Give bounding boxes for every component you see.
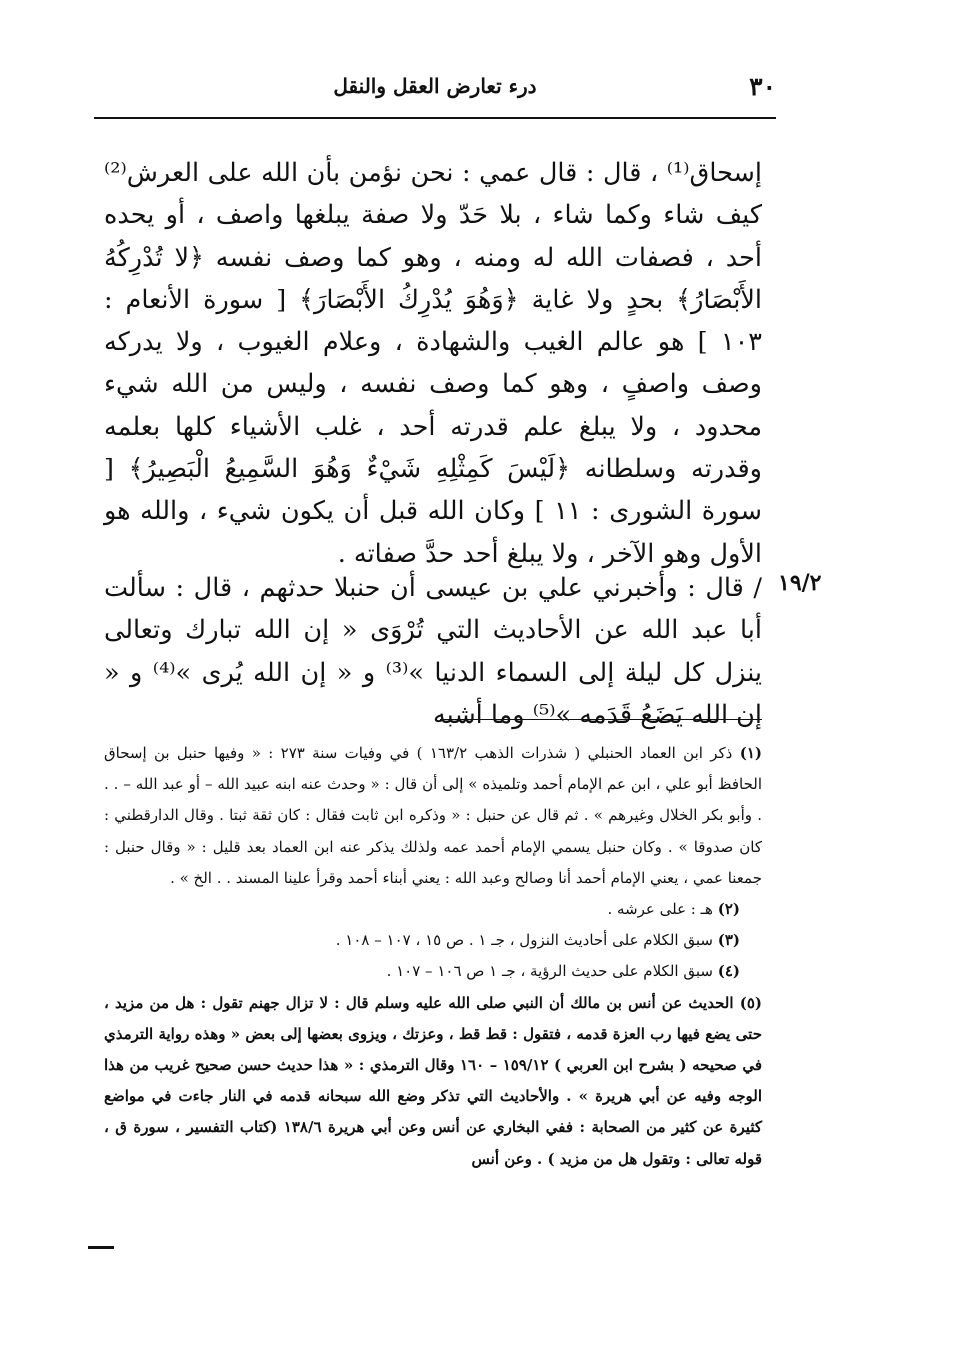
footnote-separator xyxy=(440,719,762,720)
main-text-paragraph-1 xyxy=(104,152,762,575)
footnote-number: (٥) xyxy=(739,993,762,1012)
footnote-text: الحديث عن أنس بن مالك أن النبي صلى الله عليه وسلم قال : لا تزال جهنم تقول : هل من مزيد ، حتى يضع فيها رب العزة قدمه ، فتقول : قط قط ، وعزتك ، ويزوى بعضها إلى بعض « وهذه رواية الترمذي في صحيحه ( بشرح ابن العربي ) ١٥٩/١٢ – ١٦٠ وقال الترمذي : « هذا حديث حسن صحيح غريب من هذا الوجه وفيه عن أبي هريرة » . والأحاديث التي تذكر وضع الله سبحانه قدمه في النار جاءت في مواضع كثيرة عن كثير من الصحابة : ففي البخاري عن أنس وعن أبي هريرة ١٣٨/٦ (كتاب التفسير ، سورة ق ، قوله تعالى : وتقول هل من مزيد ) . وعن أنس xyxy=(104,993,762,1168)
footnote xyxy=(104,894,762,925)
header-rule xyxy=(94,117,776,119)
footnote-number: (٤) xyxy=(717,962,740,981)
volume-page-reference: ١٩/٢ xyxy=(778,570,822,596)
footnote xyxy=(104,956,762,987)
footnote-text: سبق الكلام على حديث الرؤية ، جـ ١ ص ١٠٦ – ١٠٧ . xyxy=(386,962,713,981)
footnote xyxy=(104,925,762,956)
footnote-continuation-mark xyxy=(88,1246,114,1249)
main-text-paragraph-2 xyxy=(104,567,762,736)
footnote xyxy=(104,738,762,894)
footnote-text: سبق الكلام على أحاديث النزول ، جـ ١ . ص ١٥ ، ١٠٧ – ١٠٨ . xyxy=(335,931,713,950)
footnote-text: ذكر ابن العماد الحنبلي ( شذرات الذهب ١٦٣/٢ ) في وفيات سنة ٢٧٣ : « وفيها حنبل بن إسحاق الحافظ أبو علي ، ابن عم الإمام أحمد وتلميذه » إلى أن قال : « وحدث عنه ابنه عبيد الله – أو عبد الله – . . . وأبو بكر الخلال وغيرهم » . ثم قال عن حنبل : « وذكره ابن ثابت فقال : كان ثقة ثبتا . وقال الدارقطني : كان صدوقا » . وكان حنبل يسمي الإمام أحمد عمه ولذلك يذكر عنه ابن العماد بعد قليل : « وقال حنبل : جمعنا عمي ، يعني الإمام أحمد أنا وصالح وعبد الله : يعني أبناء أحمد وقرأ علينا المسند . . الخ » . xyxy=(104,744,762,887)
page-header xyxy=(94,66,776,110)
footnote-text: هـ : على عرشه . xyxy=(607,900,713,919)
paragraph-text: إسحاق⁽¹⁾ ، قال : قال عمي : نحن نؤمن بأن الله على العرش⁽²⁾ كيف شاء وكما شاء ، بلا حَدّ ولا صفة يبلغها واصف ، أو يحده أحد ، فصفات الله له ومنه ، وهو كما وصف نفسه ﴿لا تُدْرِكُهُ الأَبْصَارُ﴾ بحدٍ ولا غاية ﴿وَهُوَ يُدْرِكُ الأَبْصَارَ﴾ [ سورة الأنعام : ١٠٣ ] هو عالم الغيب والشهادة ، وعلام الغيوب ، ولا يدركه وصف واصفٍ ، وهو كما وصف نفسه ، وليس من الله شيء محدود ، ولا يبلغ علم قدرته أحد ، غلب الأشياء كلها بعلمه وقدرته وسلطانه ﴿لَيْسَ كَمِثْلِهِ شَيْءٌ وَهُوَ السَّمِيعُ الْبَصِيرُ﴾ [ سورة الشورى : ١١ ] وكان الله قبل أن يكون شيء ، والله هو الأول وهو الآخر ، ولا يبلغ أحد حدَّ صفاته . xyxy=(104,158,762,569)
paragraph-text: / قال : وأخبرني علي بن عيسى أن حنبلا حدثهم ، قال : سألت أبا عبد الله عن الأحاديث التي تُرْوَى « إن الله تبارك وتعالى ينزل كل ليلة إلى السماء الدنيا »⁽³⁾ و « إن الله يُرى »⁽⁴⁾ و « إن الله يَضَعُ قَدَمه »⁽⁵⁾ وما أشبه xyxy=(104,573,763,730)
footnote-number: (٢) xyxy=(717,900,740,919)
footnote xyxy=(104,988,762,1175)
footnote-number: (١) xyxy=(739,744,763,762)
footnote-number: (٣) xyxy=(717,931,740,950)
footnotes xyxy=(104,738,762,1175)
running-title: درء تعارض العقل والنقل xyxy=(333,74,537,98)
page-number: ٣٠ xyxy=(749,72,776,101)
